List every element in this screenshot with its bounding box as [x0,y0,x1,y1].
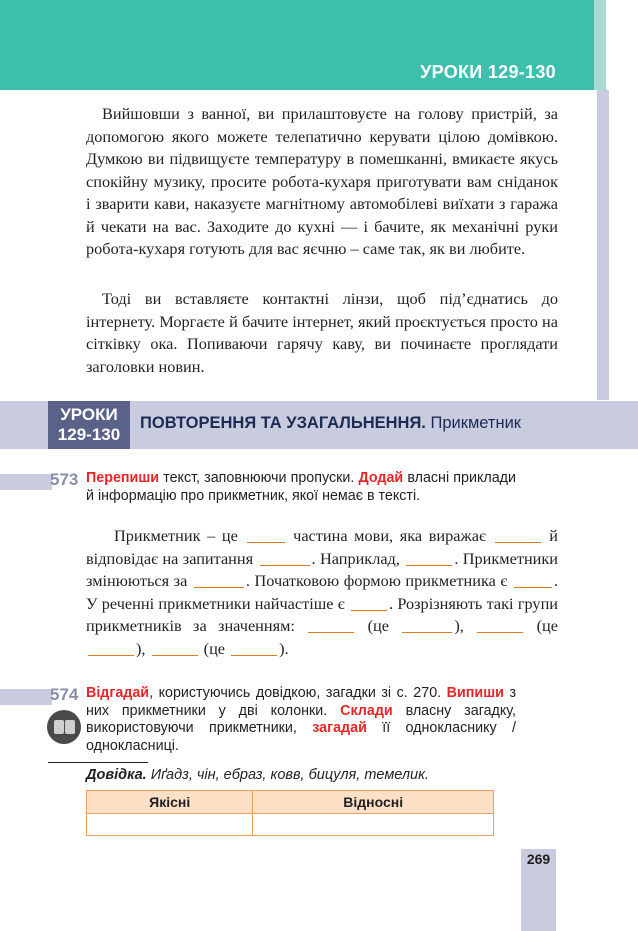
task-verb: Відгадай [86,685,150,701]
exercise-574-number: 574 [50,685,79,704]
fill-segment: Прикметник – це [114,526,238,545]
fill-segment: ). [279,638,289,658]
blank-line[interactable] [152,650,198,656]
fill-segment: й відповідає на запитання [86,526,558,568]
fill-segment: . Прикметники змінюються за [86,548,558,590]
blank-line[interactable] [88,650,134,656]
exercise-573-task [86,470,516,505]
fill-segment: ), [136,638,146,658]
task-text: її однокласнику / однокласниці. [86,720,516,754]
blank-line[interactable] [351,605,387,611]
blank-line[interactable] [495,537,541,543]
exercise-574-task [86,685,516,755]
lesson-title [140,414,521,433]
exercise-573-number: 573 [50,470,79,489]
person-left-icon [54,720,64,734]
lesson-badge-line2: 129-130 [57,425,121,444]
reference-note [86,767,429,783]
reference-label: Довідка. [86,767,147,783]
exercise-573-tab [0,474,52,490]
fill-segment: . Наприклад, [311,548,400,568]
answer-table [86,790,494,836]
column-header-relative: Відносні [253,791,494,814]
task-verb: загадай [312,720,367,736]
exercise-574-tab [0,689,52,705]
fill-in-text [86,525,558,660]
side-accent-strip [597,90,609,400]
table-cell-relative[interactable] [253,814,494,836]
blank-line[interactable] [514,582,552,588]
person-right-icon [65,720,75,734]
lesson-badge-line1: УРОКИ [60,405,118,424]
blank-line[interactable] [260,560,310,566]
blank-line[interactable] [406,560,452,566]
divider [48,762,148,763]
fill-segment: . Початковою формою прикметника є [245,571,508,590]
fill-segment: (це [367,616,390,635]
lesson-title-bold: ПОВТОРЕННЯ ТА УЗАГАЛЬНЕННЯ. [140,414,426,432]
blank-line[interactable] [231,650,277,656]
fill-segment: (це [203,638,226,658]
blank-line[interactable] [247,537,285,543]
task-text: , користуючись довідкою, загадки зі с. 270. [149,685,447,701]
reference-text: Иґадз, чін, ебраз, ковв, бицуля, темелик. [146,767,429,783]
lesson-badge [48,401,130,449]
fill-segment: частина мови, яка виражає [293,526,486,545]
table-cell-qualitative[interactable] [87,814,253,836]
blank-line[interactable] [477,627,523,633]
fill-segment: . Розрізняють такі групи прикметників за значенням: [86,593,558,635]
fill-segment: ), [454,616,464,635]
task-verb: Випиши [446,685,504,701]
task-text: власні приклади й інформацію про прикметник, якої немає в тексті. [86,470,516,504]
table-row [87,814,494,836]
story-paragraph-2 [86,288,558,378]
task-text: текст, заповнюючи пропуски. [159,470,359,486]
fill-segment: . У реченні прикметники найчастіше є [86,571,559,613]
column-header-qualitative: Якісні [87,791,253,814]
page-number: 269 [526,851,551,867]
blank-line[interactable] [308,627,354,633]
running-header-title: УРОКИ 129-130 [420,62,556,82]
paragraph-text: Вийшовши з ванної, ви прилаштовуєте на голову пристрій, за допомогою якого можете телепатично керувати цілою домівкою. Думкою ви підвищуєте температуру в помешканні, вмикаєте якусь спокійну музику, просите робота-кухаря приготувати вам сніданок і зварити кави, наказуєте магнітному автомобілеві виїхати з гаража й чекати на вас. Заходите до кухні — і бачите, як механічні руки робота-кухаря готують для вас яєчню – саме так, як ви любите. [86,104,558,258]
lesson-title-topic: Прикметник [425,414,522,432]
table-header-row [87,791,494,814]
blank-line[interactable] [402,627,452,633]
fill-segment: (це [536,616,558,635]
story-paragraph-1 [86,103,558,261]
task-verb: Склади [340,702,393,719]
header-margin-strip [606,0,638,90]
task-verb: Перепиши [86,470,160,486]
pair-work-icon [47,710,81,744]
task-text: власну загадку, використовуючи прикметники, [86,702,516,736]
task-text: з них прикметники у дві колонки. [86,685,516,719]
paragraph-text: Тоді ви вставляєте контактні лінзи, щоб під’єднатись до інтернету. Моргаєте й бачите інтернет, який проєктується просто на сітківку ока. Попиваючи гарячу каву, ви починаєте проглядати заголовки новин. [86,289,558,376]
task-verb: Додай [358,470,404,486]
header-accent-strip [594,0,606,90]
blank-line[interactable] [194,582,244,588]
